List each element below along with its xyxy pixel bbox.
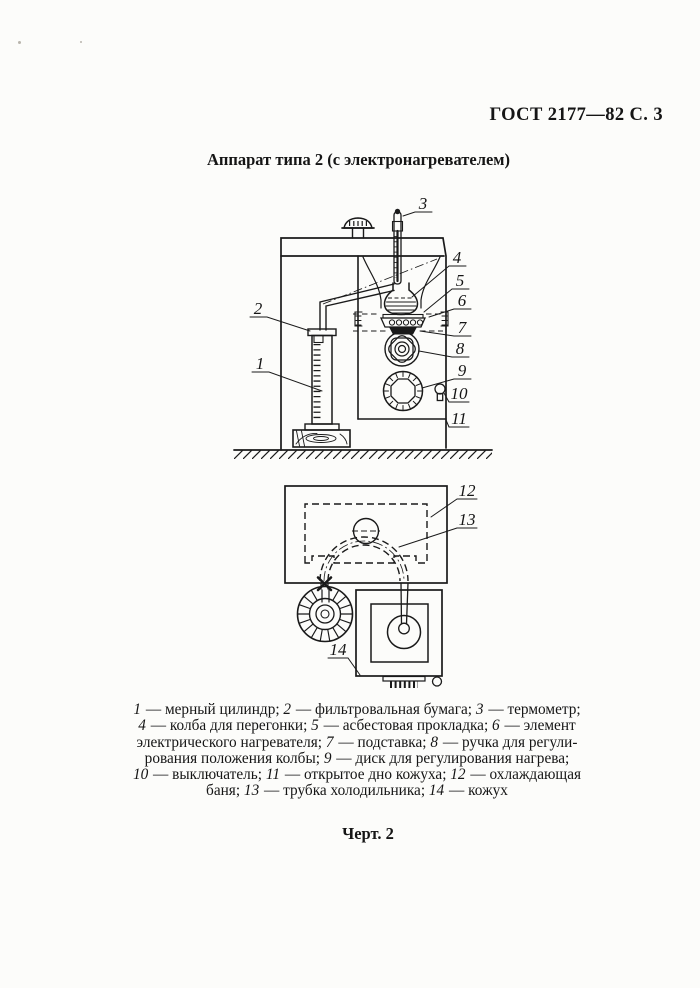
- callout-5: 5: [455, 271, 465, 290]
- front-view-diagram: [230, 195, 495, 465]
- heater-element: [381, 318, 425, 327]
- callout-7: 7: [457, 318, 467, 337]
- flask-position-knob: [385, 332, 419, 366]
- side-arm-tube: [320, 259, 437, 330]
- thermometer-port: [352, 519, 380, 544]
- figure-legend: 1 — мерный цилиндр; 2 — фильтровальная бумага; 3 — термометр; 4 — колба для перегонки; 5 — асбестовая прокладка; 6 — элемент электрического нагревателя; 7 — подставка; 8 — ручка для регули- рования положения колбы; 9 — диск для регулирования нагрева; 10 — выключатель; 11 — открытое дно кожуха; 12 — охлаждающая баня; 13 — трубка холодильника; 14 — кожух: [132, 701, 582, 800]
- callout-3: 3: [418, 194, 428, 213]
- callout-9: 9: [457, 361, 467, 380]
- distillation-flask: [385, 283, 418, 315]
- page-header: ГОСТ 2177—82 С. 3: [489, 105, 663, 125]
- callout-8: 8: [455, 339, 465, 358]
- cylinder-top-view: [298, 587, 353, 642]
- callout-numbers: [254, 194, 468, 428]
- heat-regulator-disk: [384, 372, 423, 411]
- callout-4: 4: [452, 248, 462, 267]
- callout-2: 2: [253, 299, 263, 318]
- callout-14: 14: [329, 640, 347, 659]
- callout-1: 1: [255, 354, 265, 373]
- ground-line: [234, 450, 492, 459]
- wooden-base: [293, 430, 350, 447]
- callout-10: 10: [450, 384, 468, 403]
- thermometer: [393, 209, 403, 284]
- callout-13: 13: [458, 510, 476, 529]
- scan-speck: [80, 41, 82, 43]
- callout-6: 6: [457, 291, 467, 310]
- power-switch: [435, 384, 445, 401]
- cooling-bath-outline: [285, 486, 447, 583]
- callout-12: 12: [458, 481, 476, 500]
- flask-stand: [389, 327, 417, 335]
- condenser-tube: [318, 537, 408, 624]
- scan-speck: [18, 41, 21, 44]
- top-view-diagram: [280, 478, 495, 693]
- figure-number: Черт. 2: [342, 824, 394, 843]
- figure-title: Аппарат типа 2 (с электронагревателем): [206, 150, 511, 169]
- casing-top-view: [356, 590, 442, 686]
- measuring-cylinder: [305, 336, 339, 431]
- lid-knob: [342, 218, 374, 238]
- callout-11: 11: [451, 409, 467, 428]
